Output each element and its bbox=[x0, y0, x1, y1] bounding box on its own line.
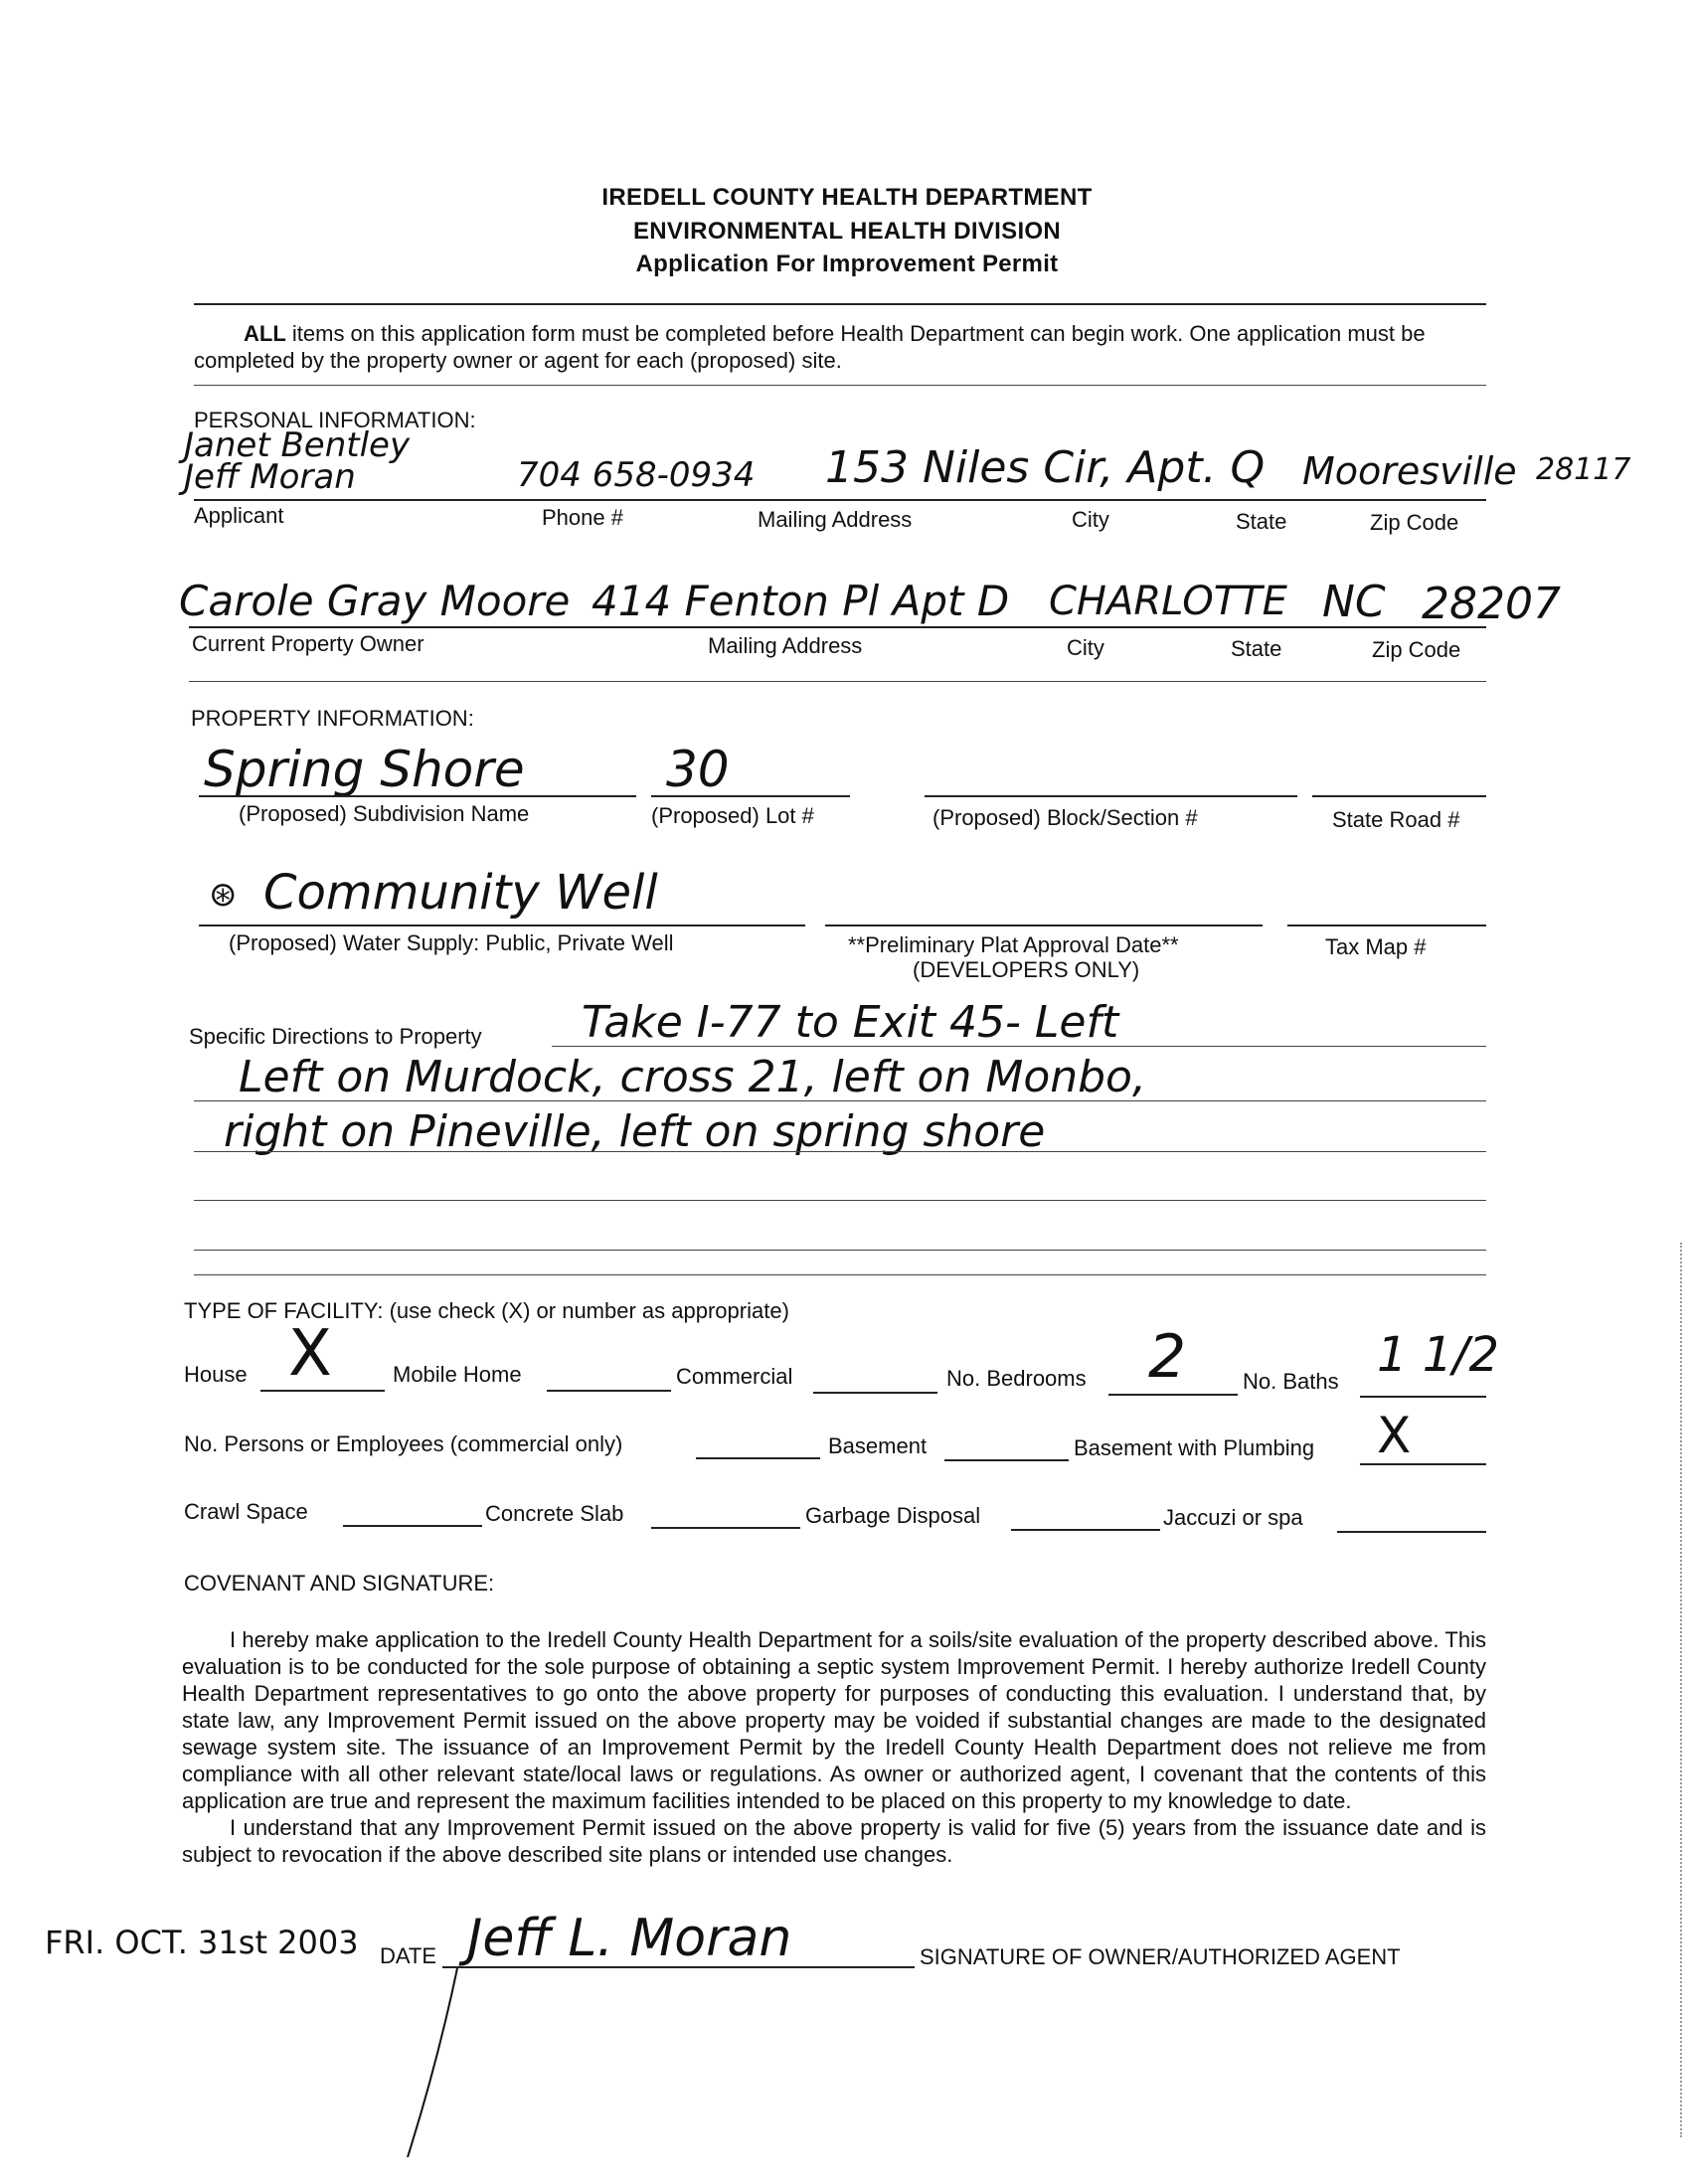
taxmap-line bbox=[1287, 924, 1486, 926]
owner-zip: 28207 bbox=[1422, 579, 1561, 629]
baths-line bbox=[1360, 1396, 1486, 1398]
crawl-line bbox=[343, 1525, 482, 1527]
applicant-name-2: Jeff Moran bbox=[184, 457, 356, 497]
commercial-line bbox=[813, 1392, 937, 1394]
bedrooms-label: No. Bedrooms bbox=[946, 1366, 1087, 1391]
directions-rule-1 bbox=[552, 1046, 1486, 1047]
jacuzzi-line bbox=[1337, 1531, 1486, 1533]
owner-label: Current Property Owner bbox=[192, 631, 424, 656]
house-value: X bbox=[288, 1317, 332, 1391]
covenant-text bbox=[182, 1626, 1486, 1868]
owner-city-label: City bbox=[1067, 635, 1104, 660]
subdivision-line bbox=[199, 795, 636, 797]
lot-line bbox=[651, 795, 850, 797]
block-label: (Proposed) Block/Section # bbox=[932, 805, 1198, 830]
subdivision-value: Spring Shore bbox=[204, 741, 525, 798]
owner-name: Carole Gray Moore bbox=[179, 577, 571, 625]
signature-value: Jeff L. Moran bbox=[467, 1909, 792, 1968]
mobile-line bbox=[547, 1390, 671, 1392]
bedrooms-value: 2 bbox=[1148, 1322, 1187, 1392]
baths-label: No. Baths bbox=[1243, 1369, 1339, 1394]
directions-line-1: Take I-77 to Exit 45- Left bbox=[582, 997, 1119, 1048]
baths-value: 1 1/2 bbox=[1377, 1327, 1500, 1383]
water-mark-icon: ⊛ bbox=[209, 875, 238, 915]
covenant-heading: COVENANT AND SIGNATURE: bbox=[184, 1571, 495, 1596]
directions-label: Specific Directions to Property bbox=[189, 1024, 482, 1049]
jacuzzi-label: Jaccuzi or spa bbox=[1163, 1505, 1303, 1530]
basement-label: Basement bbox=[828, 1433, 928, 1458]
applicant-label: Applicant bbox=[194, 503, 284, 528]
directions-rule-2 bbox=[194, 1100, 1486, 1101]
block-line bbox=[925, 795, 1297, 797]
water-label: (Proposed) Water Supply: Public, Private Well bbox=[229, 930, 674, 955]
road-label: State Road # bbox=[1332, 807, 1460, 832]
property-heading: PROPERTY INFORMATION: bbox=[191, 706, 474, 731]
owner-state: NC bbox=[1322, 577, 1386, 627]
form-title-line2: ENVIRONMENTAL HEALTH DIVISION bbox=[632, 218, 1062, 245]
plat-sub-label: (DEVELOPERS ONLY) bbox=[913, 957, 1140, 982]
lot-label: (Proposed) Lot # bbox=[651, 803, 814, 828]
directions-rule-3 bbox=[194, 1151, 1486, 1152]
plat-line bbox=[825, 924, 1263, 926]
form-title-line1: IREDELL COUNTY HEALTH DEPARTMENT bbox=[601, 184, 1093, 211]
basement-plumbing-line bbox=[1360, 1463, 1486, 1465]
mailing-label: Mailing Address bbox=[758, 507, 913, 532]
directions-rule-5 bbox=[194, 1250, 1486, 1251]
garbage-label: Garbage Disposal bbox=[805, 1503, 981, 1528]
covenant-paragraph-2: I understand that any Improvement Permit issued on the above property is valid for five (5) years from the issuance date and is subject to revocation if the above described site plans or intended use changes. bbox=[182, 1815, 1486, 1867]
taxmap-label: Tax Map # bbox=[1325, 934, 1427, 959]
bedrooms-line bbox=[1108, 1394, 1238, 1396]
intro-divider bbox=[194, 385, 1486, 386]
owner-divider bbox=[189, 681, 1486, 682]
house-line bbox=[260, 1390, 385, 1392]
city-label: City bbox=[1072, 507, 1109, 532]
date-label: DATE bbox=[380, 1943, 437, 1968]
directions-line-2: Left on Murdock, cross 21, left on Monbo, bbox=[239, 1052, 1146, 1102]
intro-text bbox=[194, 320, 1486, 374]
persons-line bbox=[696, 1457, 820, 1459]
slab-label: Concrete Slab bbox=[485, 1501, 624, 1526]
intro-bold: ALL bbox=[244, 321, 286, 346]
phone-label: Phone # bbox=[542, 505, 623, 530]
plat-label: **Preliminary Plat Approval Date** bbox=[848, 932, 1179, 957]
directions-line-3: right on Pineville, left on spring shore bbox=[224, 1106, 1046, 1157]
scan-edge bbox=[1680, 1243, 1682, 2137]
water-line bbox=[199, 924, 805, 926]
mobile-label: Mobile Home bbox=[393, 1362, 522, 1387]
basement-plumbing-label: Basement with Plumbing bbox=[1074, 1435, 1315, 1460]
owner-address: 414 Fenton Pl Apt D bbox=[592, 577, 1010, 625]
facility-heading: TYPE OF FACILITY: (use check (X) or number as appropriate) bbox=[184, 1298, 789, 1323]
applicant-line bbox=[194, 499, 1486, 501]
intro-rest: items on this application form must be completed before Health Department can begin work. One application must be completed by the property owner or agent for each (proposed) site. bbox=[194, 321, 1426, 373]
garbage-line bbox=[1011, 1529, 1160, 1531]
lot-value: 30 bbox=[666, 741, 730, 798]
signature-line bbox=[442, 1966, 915, 1968]
owner-city: CHARLOTTE bbox=[1049, 579, 1287, 624]
applicant-city: Mooresville bbox=[1302, 449, 1517, 493]
road-line bbox=[1312, 795, 1486, 797]
applicant-phone: 704 658-0934 bbox=[517, 455, 756, 495]
persons-label: No. Persons or Employees (commercial only) bbox=[184, 1431, 623, 1456]
date-value: FRI. OCT. 31st 2003 bbox=[45, 1924, 359, 1961]
owner-line bbox=[189, 626, 1486, 628]
owner-zip-label: Zip Code bbox=[1372, 637, 1461, 662]
covenant-paragraph-1: I hereby make application to the Iredell County Health Department for a soils/site evaluation of the property described above. This evaluation is to be conducted for the sole purpose of obtaining a septic system Improvement Permit. I hereby authorize Iredell County Health Department representatives to go onto the above property for purposes of conducting this evaluation. I understand that, by state law, any Improvement Permit issued on the above property may be voided if substantial changes are made to the designated sewage system site. The issuance of an Improvement Permit by the Iredell County Health Department does not relieve me from compliance with all other relevant state/local laws or regulations. As owner or authorized agent, I covenant that the contents of this application are true and represent the maximum facilities intended to be placed on this property to my knowledge to date. bbox=[182, 1627, 1486, 1813]
zip-label: Zip Code bbox=[1370, 510, 1459, 535]
signature-label: SIGNATURE OF OWNER/AUTHORIZED AGENT bbox=[920, 1944, 1401, 1969]
basement-line bbox=[944, 1459, 1069, 1461]
owner-mailing-label: Mailing Address bbox=[708, 633, 863, 658]
owner-state-label: State bbox=[1231, 636, 1282, 661]
subdivision-label: (Proposed) Subdivision Name bbox=[239, 801, 530, 826]
personal-heading: PERSONAL INFORMATION: bbox=[194, 408, 476, 432]
slab-line bbox=[651, 1527, 800, 1529]
applicant-zip: 28117 bbox=[1536, 452, 1631, 487]
applicant-name-1: Janet Bentley bbox=[184, 425, 411, 465]
water-value: Community Well bbox=[263, 865, 658, 921]
basement-plumbing-value: X bbox=[1377, 1407, 1412, 1464]
form-title-line3: Application For Improvement Permit bbox=[635, 251, 1059, 277]
applicant-address: 153 Niles Cir, Apt. Q bbox=[825, 442, 1266, 493]
crawl-label: Crawl Space bbox=[184, 1499, 308, 1524]
commercial-label: Commercial bbox=[676, 1364, 793, 1389]
header-divider bbox=[194, 303, 1486, 305]
directions-rule-4 bbox=[194, 1200, 1486, 1201]
directions-rule-6 bbox=[194, 1274, 1486, 1275]
signature-stroke bbox=[398, 1963, 557, 2162]
state-label: State bbox=[1236, 509, 1287, 534]
house-label: House bbox=[184, 1362, 248, 1387]
